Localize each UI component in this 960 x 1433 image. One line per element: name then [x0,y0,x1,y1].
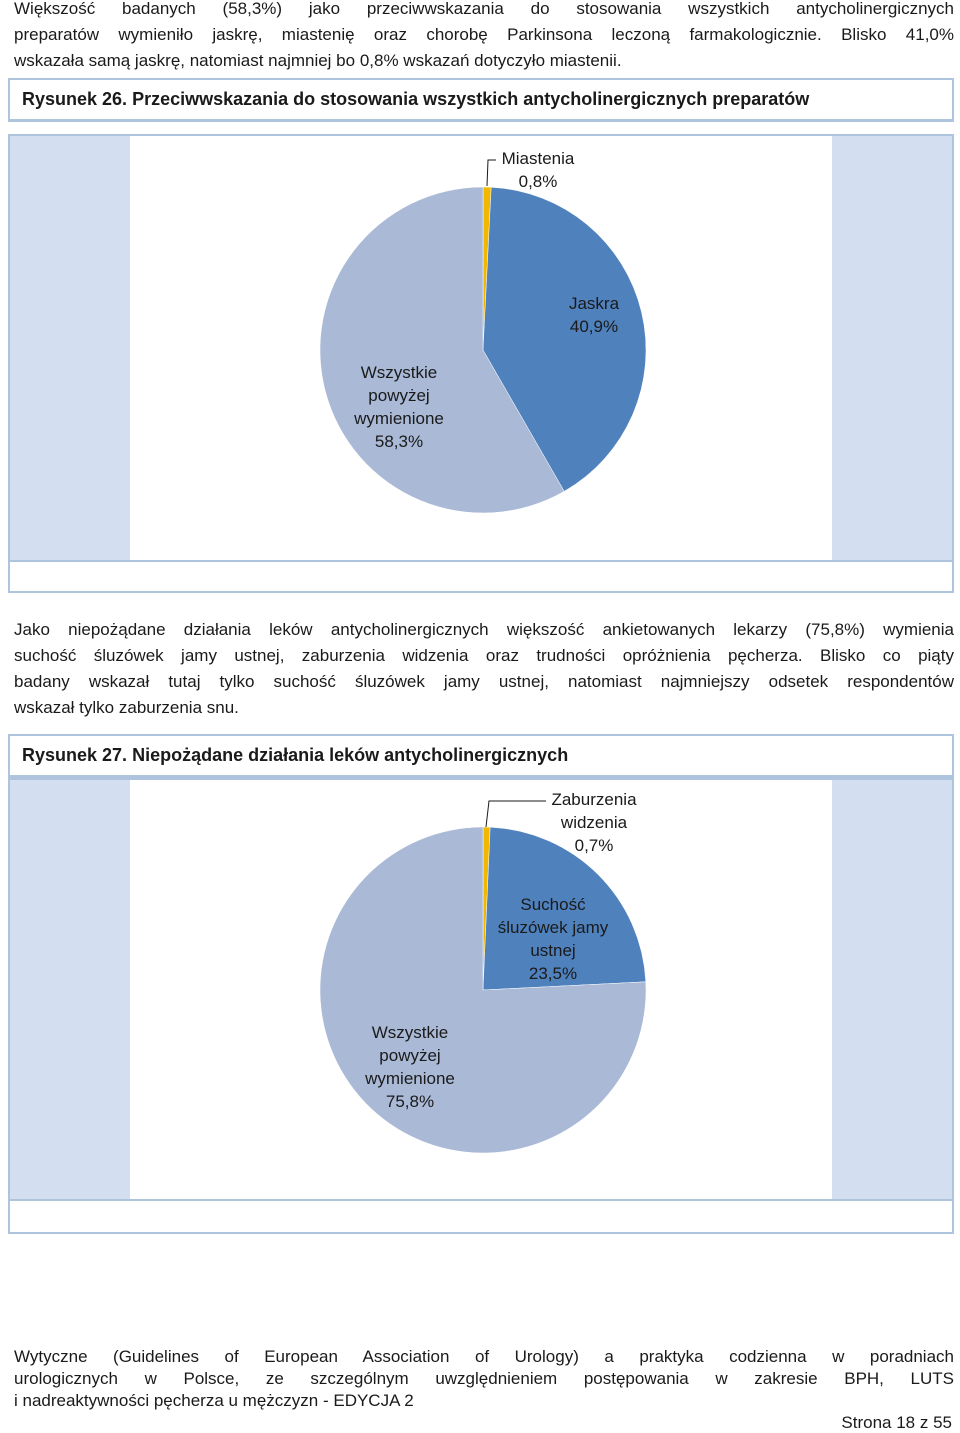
figure-26-title: Przeciwwskazania do stosowania wszystkich antycholinergicznych preparatów [132,89,810,109]
middle-line-1: Jako niepożądane działania leków antycholinergicznych większość ankietowanych lekarzy (75,8%) wymienia [14,620,954,639]
pie-label-line-2-1-0: Suchość [520,895,586,914]
middle-paragraph [14,617,954,721]
pie-label-line-2-0-0: Zaburzenia [551,790,637,809]
plot-left-band [10,780,130,1200]
intro-line-2: preparatów wymieniło jaskrę, miastenię oraz chorobę Parkinsona leczoną farmakologicznie. Blisko 41,0% [14,25,954,44]
pie-label-line-1-1-1: 40,9% [569,317,619,336]
figure-27-caption-box [8,734,954,778]
pie-chart-side-effects [10,780,952,1232]
pie-chart-contraindications [10,136,952,591]
intro-line-1: Większość badanych (58,3%) jako przeciwwskazania do stosowania wszystkich antycholinergicznych [14,0,954,18]
pie-label-line-1-0-1: 0,8% [518,172,558,191]
middle-line-3: badany wskazał tutaj tylko suchość śluzówek jamy ustnej, natomiast najmniejszy odsetek respondentów [14,672,954,691]
footer-text [14,1346,954,1412]
pie-label-line-2-2-2: wymienione [365,1069,455,1088]
page-number: Strona 18 z 55 [841,1413,952,1432]
figure-27-label: Rysunek 27. [22,745,128,765]
middle-line-2: suchość śluzówek jamy ustnej, zaburzenia widzenia oraz trudności opróżnienia pęcherza. Blisko co piąty [14,646,954,665]
pie-label-line-2-1-2: ustnej [530,941,576,960]
figure-26-caption-box [8,78,954,122]
figure-26-chart [8,134,954,593]
plot-right-band [832,136,952,561]
pie-label-line-1-0-0: Miastenia [501,149,575,168]
plot-left-band [10,136,130,561]
pie-label-line-1-2-1: powyżej [368,386,430,405]
figure-26-label: Rysunek 26. [22,89,128,109]
pie-label-line-2-0-1: widzenia [560,813,628,832]
pie-label-line-2-2-1: powyżej [379,1046,441,1065]
footer-line-2: urologicznych w Polsce, ze szczególnym uwzględnieniem postępowania w zakresie BPH, LUTS [14,1369,954,1388]
intro-paragraph [14,0,954,74]
figure-27-chart [8,778,954,1234]
pie-label-line-1-2-0: Wszystkie [360,363,438,382]
pie-label-line-2-2-0: Wszystkie [371,1023,449,1042]
figure-26-caption [22,89,809,110]
pie-label-line-2-1-1: śluzówek jamy [497,918,609,937]
pie-label-line-1-2-2: wymienione [354,409,444,428]
pie-label-line-1-2-3: 58,3% [374,432,424,451]
pie-label-line-1-1-0: Jaskra [568,294,620,313]
footer-line-1: Wytyczne (Guidelines of European Association of Urology) a praktyka codzienna w poradniach [14,1347,954,1366]
pie-label-line-2-1-3: 23,5% [528,964,578,983]
plot-right-band [832,780,952,1200]
footer-line-3: i nadreaktywności pęcherza u mężczyzn - EDYCJA 2 [14,1391,414,1410]
figure-27-caption [22,745,568,766]
pie-label-line-2-0-2: 0,7% [574,836,614,855]
figure-27-title: Niepożądane działania leków antycholinergicznych [132,745,569,765]
intro-line-3: wskazała samą jaskrę, natomiast najmniej bo 0,8% wskazań dotyczyło miastenii. [14,51,622,70]
pie-label-line-2-2-3: 75,8% [385,1092,435,1111]
middle-line-4: wskazał tylko zaburzenia snu. [14,698,239,717]
